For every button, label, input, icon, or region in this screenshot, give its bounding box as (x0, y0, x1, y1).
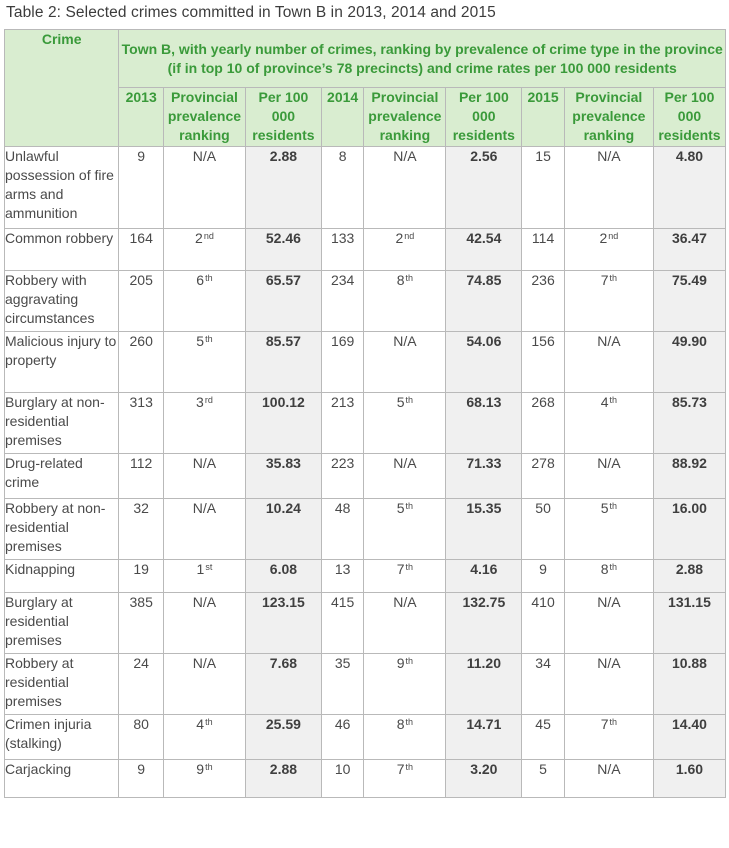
count-cell: 234 (321, 271, 364, 332)
ranking-cell (163, 454, 245, 499)
ranking-cell (163, 499, 245, 560)
count-cell: 5 (522, 760, 565, 798)
ranking-value: 6 (196, 272, 205, 288)
ranking-value: N/A (597, 148, 621, 164)
table-row (5, 593, 726, 654)
rate-cell: 16.00 (653, 499, 725, 560)
ranking-cell (163, 393, 245, 454)
rate-cell: 35.83 (245, 454, 321, 499)
table-row (5, 560, 726, 593)
ranking-cell (163, 715, 245, 760)
rate-cell: 74.85 (446, 271, 522, 332)
ranking-value: 4 (600, 394, 609, 410)
ranking-ordinal-suffix: nd (404, 231, 415, 241)
count-cell: 313 (119, 393, 164, 454)
count-cell: 9 (522, 560, 565, 593)
ranking-value: N/A (393, 594, 417, 610)
ranking-value: 8 (396, 716, 405, 732)
count-cell: 15 (522, 147, 565, 229)
count-cell: 10 (321, 760, 364, 798)
crime-name-cell: Unlawful possession of fire arms and ammunition (5, 147, 119, 229)
crime-name-cell: Malicious injury to property (5, 332, 119, 393)
count-cell: 133 (321, 229, 364, 271)
ranking-ordinal-suffix: th (205, 717, 213, 727)
ranking-value: 7 (600, 272, 609, 288)
rate-header-2013: Per 100 000 residents (245, 88, 321, 147)
ranking-ordinal-suffix: th (609, 273, 618, 283)
ranking-cell (163, 560, 245, 593)
year-header-2015: 2015 (522, 88, 565, 147)
rate-cell: 85.73 (653, 393, 725, 454)
ranking-cell (564, 332, 653, 393)
count-cell: 50 (522, 499, 565, 560)
count-cell: 278 (522, 454, 565, 499)
ranking-cell (564, 499, 653, 560)
ranking-cell (564, 560, 653, 593)
crime-name-cell: Drug-related crime (5, 454, 119, 499)
count-cell: 13 (321, 560, 364, 593)
rate-cell: 2.88 (245, 760, 321, 798)
rate-cell: 2.88 (245, 147, 321, 229)
ranking-value: 1 (196, 561, 205, 577)
rate-cell: 68.13 (446, 393, 522, 454)
count-cell: 169 (321, 332, 364, 393)
ranking-cell (364, 147, 446, 229)
count-cell: 48 (321, 499, 364, 560)
count-cell: 45 (522, 715, 565, 760)
ranking-value: 7 (396, 761, 405, 777)
ranking-value: 9 (396, 655, 405, 671)
ranking-ordinal-suffix: th (205, 334, 213, 344)
count-cell: 80 (119, 715, 164, 760)
rate-cell: 71.33 (446, 454, 522, 499)
ranking-cell (564, 454, 653, 499)
ranking-cell (564, 229, 653, 271)
count-cell: 156 (522, 332, 565, 393)
table-row (5, 654, 726, 715)
ranking-value: N/A (192, 148, 217, 164)
ranking-cell (564, 271, 653, 332)
rate-header-2015: Per 100 000 residents (653, 88, 725, 147)
ranking-cell (364, 560, 446, 593)
ranking-value: 2 (599, 230, 608, 246)
table-caption: Table 2: Selected crimes committed in Town B in 2013, 2014 and 2015 (6, 4, 496, 21)
rate-cell: 14.71 (446, 715, 522, 760)
ranking-cell (364, 760, 446, 798)
rate-cell: 2.88 (653, 560, 725, 593)
ranking-value: N/A (597, 655, 621, 671)
ranking-value: 8 (600, 561, 609, 577)
ranking-ordinal-suffix: th (609, 717, 618, 727)
ranking-value: N/A (393, 148, 417, 164)
ranking-value: N/A (393, 333, 417, 349)
count-cell: 164 (119, 229, 164, 271)
ranking-cell (364, 654, 446, 715)
count-cell: 260 (119, 332, 164, 393)
ranking-value: 7 (600, 716, 609, 732)
ranking-cell (364, 454, 446, 499)
rate-cell: 52.46 (245, 229, 321, 271)
ranking-ordinal-suffix: th (609, 562, 618, 572)
ranking-header-2013: Provincial prevalence ranking (163, 88, 245, 147)
crime-name-cell: Robbery with aggravating circumstances (5, 271, 119, 332)
rate-cell: 7.68 (245, 654, 321, 715)
ranking-value: 4 (196, 716, 205, 732)
ranking-value: 8 (396, 272, 405, 288)
year-header-2014: 2014 (321, 88, 364, 147)
ranking-ordinal-suffix: st (205, 562, 213, 572)
table-row (5, 715, 726, 760)
ranking-ordinal-suffix: th (205, 762, 213, 772)
ranking-ordinal-suffix: th (405, 395, 414, 405)
crime-name-cell: Burglary at non-residential premises (5, 393, 119, 454)
rate-cell: 54.06 (446, 332, 522, 393)
rate-cell: 11.20 (446, 654, 522, 715)
ranking-value: 3 (196, 394, 204, 410)
count-cell: 205 (119, 271, 164, 332)
count-cell: 8 (321, 147, 364, 229)
ranking-cell (564, 147, 653, 229)
count-cell: 268 (522, 393, 565, 454)
table-row (5, 271, 726, 332)
rate-cell: 4.16 (446, 560, 522, 593)
count-cell: 410 (522, 593, 565, 654)
crime-name-cell: Crimen injuria (stalking) (5, 715, 119, 760)
table-row (5, 229, 726, 271)
ranking-value: 5 (196, 333, 205, 349)
table-row (5, 760, 726, 798)
ranking-cell (564, 393, 653, 454)
ranking-cell (564, 760, 653, 798)
ranking-cell (364, 499, 446, 560)
ranking-value: 5 (600, 500, 609, 516)
table-body (5, 147, 726, 798)
rate-cell: 14.40 (653, 715, 725, 760)
ranking-value: N/A (597, 455, 621, 471)
ranking-value: N/A (192, 594, 217, 610)
rate-cell: 15.35 (446, 499, 522, 560)
rate-cell: 2.56 (446, 147, 522, 229)
ranking-ordinal-suffix: th (205, 273, 213, 283)
ranking-value: 9 (196, 761, 205, 777)
crime-name-cell: Burglary at residential premises (5, 593, 119, 654)
ranking-value: 7 (396, 561, 405, 577)
table-row (5, 454, 726, 499)
ranking-cell (364, 593, 446, 654)
rate-cell: 36.47 (653, 229, 725, 271)
crime-column-header: Crime (5, 30, 119, 147)
rate-cell: 49.90 (653, 332, 725, 393)
ranking-ordinal-suffix: th (405, 562, 414, 572)
ranking-value: 5 (396, 500, 405, 516)
ranking-cell (163, 654, 245, 715)
ranking-value: 2 (195, 230, 203, 246)
ranking-header-2014: Provincial prevalence ranking (364, 88, 446, 147)
ranking-ordinal-suffix: th (609, 395, 618, 405)
crime-name-cell: Robbery at residential premises (5, 654, 119, 715)
table-row (5, 147, 726, 229)
table-row (5, 393, 726, 454)
ranking-cell (564, 654, 653, 715)
count-cell: 223 (321, 454, 364, 499)
ranking-cell (163, 332, 245, 393)
count-cell: 385 (119, 593, 164, 654)
ranking-value: N/A (597, 761, 621, 777)
rate-cell: 100.12 (245, 393, 321, 454)
rate-cell: 88.92 (653, 454, 725, 499)
ranking-cell (564, 593, 653, 654)
ranking-ordinal-suffix: th (609, 501, 618, 511)
rate-cell: 10.24 (245, 499, 321, 560)
ranking-ordinal-suffix: nd (608, 231, 619, 241)
ranking-value: N/A (597, 594, 621, 610)
count-cell: 46 (321, 715, 364, 760)
count-cell: 32 (119, 499, 164, 560)
ranking-value: N/A (393, 455, 417, 471)
count-cell: 114 (522, 229, 565, 271)
rate-cell: 132.75 (446, 593, 522, 654)
count-cell: 9 (119, 760, 164, 798)
count-cell: 112 (119, 454, 164, 499)
ranking-ordinal-suffix: th (405, 762, 414, 772)
ranking-cell (364, 271, 446, 332)
crime-name-cell: Carjacking (5, 760, 119, 798)
rate-cell: 75.49 (653, 271, 725, 332)
crime-table (4, 29, 726, 798)
ranking-cell (163, 229, 245, 271)
rate-cell: 65.57 (245, 271, 321, 332)
crime-name-cell: Kidnapping (5, 560, 119, 593)
year-header-2013: 2013 (119, 88, 164, 147)
table-row (5, 332, 726, 393)
rate-cell: 131.15 (653, 593, 725, 654)
crime-name-cell: Common robbery (5, 229, 119, 271)
count-cell: 35 (321, 654, 364, 715)
ranking-header-2015: Provincial prevalence ranking (564, 88, 653, 147)
rate-cell: 25.59 (245, 715, 321, 760)
ranking-value: N/A (192, 655, 217, 671)
ranking-ordinal-suffix: rd (204, 395, 213, 405)
ranking-ordinal-suffix: nd (203, 231, 214, 241)
count-cell: 24 (119, 654, 164, 715)
count-cell: 213 (321, 393, 364, 454)
ranking-ordinal-suffix: th (405, 501, 414, 511)
ranking-ordinal-suffix: th (405, 717, 414, 727)
crime-name-cell: Robbery at non-residential premises (5, 499, 119, 560)
group-column-header: Town B, with yearly number of crimes, ranking by prevalence of crime type in the province (if in top 10 of province’s 78 precincts) and crime rates per 100 000 residents (119, 30, 726, 88)
count-cell: 9 (119, 147, 164, 229)
ranking-ordinal-suffix: th (405, 273, 414, 283)
ranking-cell (564, 715, 653, 760)
ranking-cell (163, 147, 245, 229)
rate-cell: 85.57 (245, 332, 321, 393)
ranking-value: N/A (192, 455, 217, 471)
ranking-cell (163, 760, 245, 798)
ranking-cell (364, 332, 446, 393)
rate-cell: 42.54 (446, 229, 522, 271)
ranking-value: N/A (192, 500, 217, 516)
rate-cell: 4.80 (653, 147, 725, 229)
count-cell: 19 (119, 560, 164, 593)
rate-cell: 1.60 (653, 760, 725, 798)
table-row (5, 499, 726, 560)
rate-cell: 3.20 (446, 760, 522, 798)
ranking-cell (364, 393, 446, 454)
rate-cell: 10.88 (653, 654, 725, 715)
rate-cell: 6.08 (245, 560, 321, 593)
count-cell: 236 (522, 271, 565, 332)
ranking-value: 5 (396, 394, 405, 410)
ranking-cell (364, 715, 446, 760)
rate-cell: 123.15 (245, 593, 321, 654)
count-cell: 34 (522, 654, 565, 715)
ranking-ordinal-suffix: th (405, 656, 414, 666)
ranking-cell (163, 271, 245, 332)
ranking-cell (364, 229, 446, 271)
rate-header-2014: Per 100 000 residents (446, 88, 522, 147)
ranking-value: N/A (597, 333, 621, 349)
ranking-value: 2 (395, 230, 404, 246)
count-cell: 415 (321, 593, 364, 654)
ranking-cell (163, 593, 245, 654)
